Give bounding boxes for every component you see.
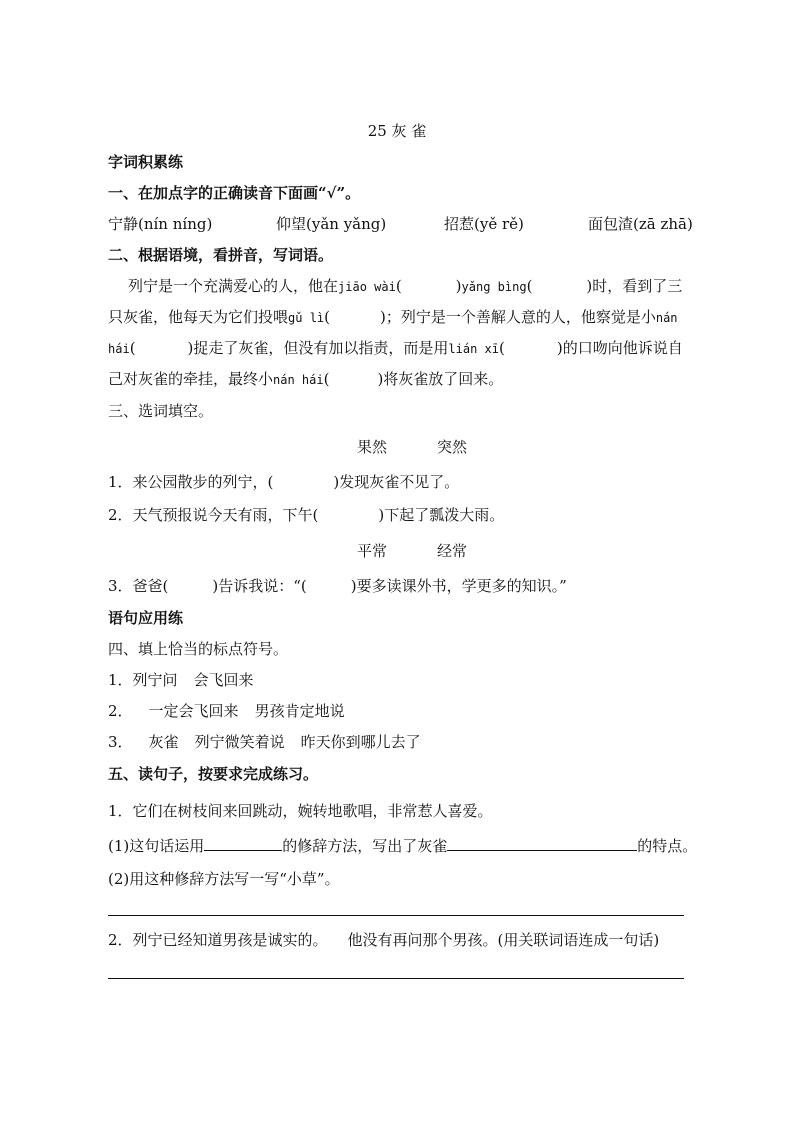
q5-sub-1 <box>108 836 697 856</box>
choice-word-2: 突然 <box>437 438 468 456</box>
choice-word-1: 果然 <box>357 438 388 456</box>
q4-text: 灰雀 <box>148 733 179 751</box>
q2-line-2 <box>108 307 678 328</box>
q5-sub-2: (2)用这种修辞方法写一写“小草”。 <box>108 870 340 888</box>
q3-text: 3．爸爸( <box>108 577 169 595</box>
pinyin-guli: gǔ lì <box>288 311 325 325</box>
q5-sentence-2 <box>108 930 659 950</box>
q4-heading: 四、填上恰当的标点符号。 <box>108 640 289 658</box>
q5-text: 2．列宁已经知道男孩是诚实的。 <box>108 931 328 949</box>
q3-text: )告诉我说：“( <box>212 577 307 595</box>
q2-text: 列宁是一个充满爱心的人，他在 <box>128 277 339 295</box>
pinyin-nan: nán <box>655 311 678 325</box>
q3-sentence-1 <box>108 472 459 492</box>
q3-sentence-2 <box>108 505 504 525</box>
choice-word-3: 平常 <box>357 542 388 560</box>
q4-text: 男孩肯定地说 <box>254 702 345 720</box>
q2-line-3 <box>108 338 683 359</box>
q4-text: 一定会飞回来 <box>148 702 239 720</box>
pinyin-yangbing: yǎng bìng <box>461 280 527 294</box>
q4-line-2 <box>108 701 345 721</box>
q2-text: 己对灰雀的牵挂，最终小 <box>108 370 274 388</box>
q2-text: )捉走了灰雀，但没有加以指责，而是用 <box>187 339 449 357</box>
paren-open: ( <box>324 308 330 326</box>
q5-text: (1)这句话运用 <box>108 837 205 855</box>
pinyin-nanhai: nán hái <box>273 373 324 387</box>
q5-text: 的特点。 <box>637 837 698 855</box>
q3-text: 1．来公园散步的列宁，( <box>108 473 274 491</box>
q4-text: 昨天你到哪儿去了 <box>300 733 421 751</box>
q4-text: 2． <box>108 702 133 720</box>
q2-heading: 二、根据语境，看拼音，写词语。 <box>108 246 334 264</box>
paren-open: ( <box>526 277 533 295</box>
paren-open: ( <box>395 277 402 295</box>
q2-text: 只灰雀，他每天为它们投喂 <box>108 308 289 326</box>
q1-item-2: 仰望(yǎn yǎng) <box>276 215 387 233</box>
q1-item-4: 面包渣(zā zhā) <box>588 215 693 233</box>
q4-text: 列宁微笑着说 <box>194 733 285 751</box>
q2-line-4 <box>108 369 503 390</box>
choice-word-4: 经常 <box>437 542 468 560</box>
q5-heading: 五、读句子，按要求完成练习。 <box>108 765 319 783</box>
q2-text: )的口吻向他诉说自 <box>556 339 683 357</box>
q4-line-1 <box>108 670 270 690</box>
q1-item-1: 宁静(nín níng) <box>108 215 213 233</box>
paren-open: ( <box>323 370 330 388</box>
q3-text: )发现灰雀不见了。 <box>333 473 460 491</box>
q2-text: )；列宁是一个善解人意的人，他察觉是小 <box>380 308 656 326</box>
q3-sentence-3 <box>108 576 567 596</box>
pinyin-lianxi: lián xī <box>448 342 499 356</box>
q3-heading: 三、选词填空。 <box>108 402 214 420</box>
q3-text: )要多读课外书，学更多的知识。” <box>350 577 567 595</box>
answer-line[interactable] <box>108 978 684 979</box>
q2-text: )时，看到了三 <box>586 277 683 295</box>
section-heading-vocab: 字词积累练 <box>108 153 184 171</box>
paren-open: ( <box>498 339 505 357</box>
q4-line-3 <box>108 732 421 752</box>
answer-blank-line[interactable] <box>447 836 637 851</box>
q5-sentence-1: 1．它们在树枝间来回跳动，婉转地歌唱，非常惹人喜爱。 <box>108 802 493 820</box>
answer-blank-line[interactable] <box>204 836 282 851</box>
q4-text: 1．列宁问 <box>108 671 178 689</box>
q4-text: 会飞回来 <box>193 671 254 689</box>
q5-text: 他没有再问那个男孩。(用关联词语连成一句话) <box>347 931 660 949</box>
q1-heading: 一、在加点字的正确读音下面画“√”。 <box>108 184 361 202</box>
page-title: 25 灰 雀 <box>367 122 427 140</box>
q2-text: )将灰雀放了回来。 <box>377 370 504 388</box>
q2-line-1 <box>128 276 682 297</box>
q4-text: 3． <box>108 733 133 751</box>
q1-item-3: 招惹(yě rě) <box>444 215 524 233</box>
answer-line[interactable] <box>108 915 684 916</box>
pinyin-jiaowai: jiāo wài <box>338 280 396 294</box>
q5-text: 的修辞方法，写出了灰雀 <box>282 837 448 855</box>
paren-close: ) <box>455 277 462 295</box>
pinyin-hai: hái <box>108 342 130 356</box>
q3-text: )下起了瓢泼大雨。 <box>378 506 505 524</box>
q3-text: 2．天气预报说今天有雨，下午( <box>108 506 319 524</box>
section-heading-sentence: 语句应用练 <box>108 609 184 627</box>
paren-open: ( <box>129 339 136 357</box>
